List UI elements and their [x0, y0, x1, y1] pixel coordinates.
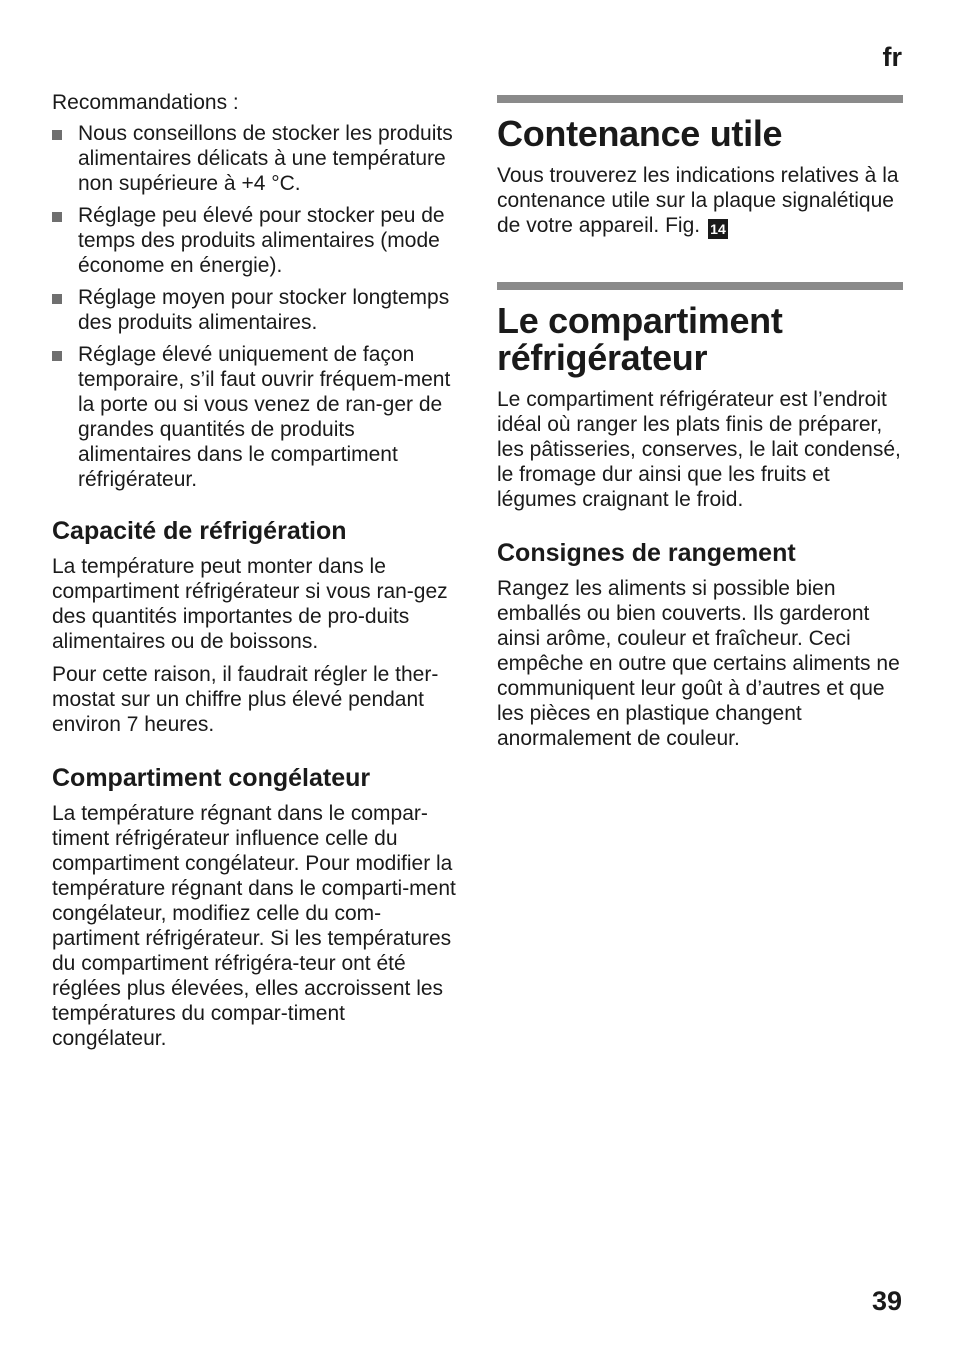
list-item-text: Nous conseillons de stocker les produits alimentaires délicats à une température non supérieure à +4 °C.: [78, 122, 453, 195]
list-item-text: Réglage moyen pour stocker longtemps des produits alimentaires.: [78, 286, 450, 334]
list-item: [52, 121, 464, 196]
list-item: [52, 203, 464, 278]
storage-heading: Consignes de rangement: [497, 539, 796, 567]
square-bullet-icon: [52, 294, 62, 304]
figure-reference-badge: 14: [708, 219, 728, 239]
fridge-title: Le compartiment réfrigérateur: [497, 300, 783, 378]
storage-text: Rangez les aliments si possible bien emballés ou bien couverts. Ils garderont ainsi arôme, couleur et fraîcheur. Ceci empêche en outre que certains aliments ne communiquent leur goût à d’autres et que les pièces en plastique changent anormalement de couleur.: [497, 577, 900, 750]
freezer-paragraph: La température régnant dans le compar-timent réfrigérateur influence celle du compartiment congélateur. Pour modifier la température régnant dans le comparti-ment congélateur, modifiez celle du com-partiment réfrigérateur. Si les températures du compartiment réfrigéra-teur ont été réglées plus élevées, elles accroissent les températures du compar-timent congélateur.: [52, 802, 456, 1050]
section-divider: [497, 282, 903, 290]
capacity-heading: Capacité de réfrigération: [52, 517, 347, 545]
right-column: [497, 95, 903, 751]
capacity-text: [497, 163, 903, 239]
page-number: 39: [871, 1286, 902, 1316]
capacity-title: Contenance utile: [497, 113, 783, 154]
square-bullet-icon: [52, 212, 62, 222]
list-item: [52, 285, 464, 335]
section-divider: [497, 95, 903, 103]
capacity-text-body: Vous trouverez les indications relatives à la contenance utile sur la plaque signalétique de votre appareil. Fig.: [497, 164, 899, 237]
freezer-heading: Compartiment congélateur: [52, 764, 371, 792]
list-item-text: Réglage élevé uniquement de façon temporaire, s’il faut ouvrir fréquem-ment la porte ou si vous venez de ran-ger de grandes quantités de produits alimentaires dans le compartiment réfrigérateur.: [78, 343, 451, 491]
left-column: [52, 90, 464, 1051]
list-item: [52, 342, 464, 492]
fridge-text: Le compartiment réfrigérateur est l’endroit idéal où ranger les plats finis de préparer, les pâtisseries, conserves, le lait condensé, le fromage dur ainsi que les fruits et légumes craignant le froid.: [497, 388, 901, 511]
list-item-text: Réglage peu élevé pour stocker peu de temps des produits alimentaires (mode économe en énergie).: [78, 204, 445, 277]
capacity-paragraph-2: Pour cette raison, il faudrait régler le ther-mostat sur un chiffre plus élevé pendant environ 7 heures.: [52, 663, 439, 736]
capacity-paragraph-1: La température peut monter dans le compartiment réfrigérateur si vous ran-gez des quantités importantes de pro-duits alimentaires ou de boissons.: [52, 555, 448, 653]
recommendations-label: Recommandations :: [52, 91, 239, 114]
recommendations-list: [52, 121, 464, 492]
language-code: fr: [882, 42, 902, 72]
square-bullet-icon: [52, 130, 62, 140]
square-bullet-icon: [52, 351, 62, 361]
